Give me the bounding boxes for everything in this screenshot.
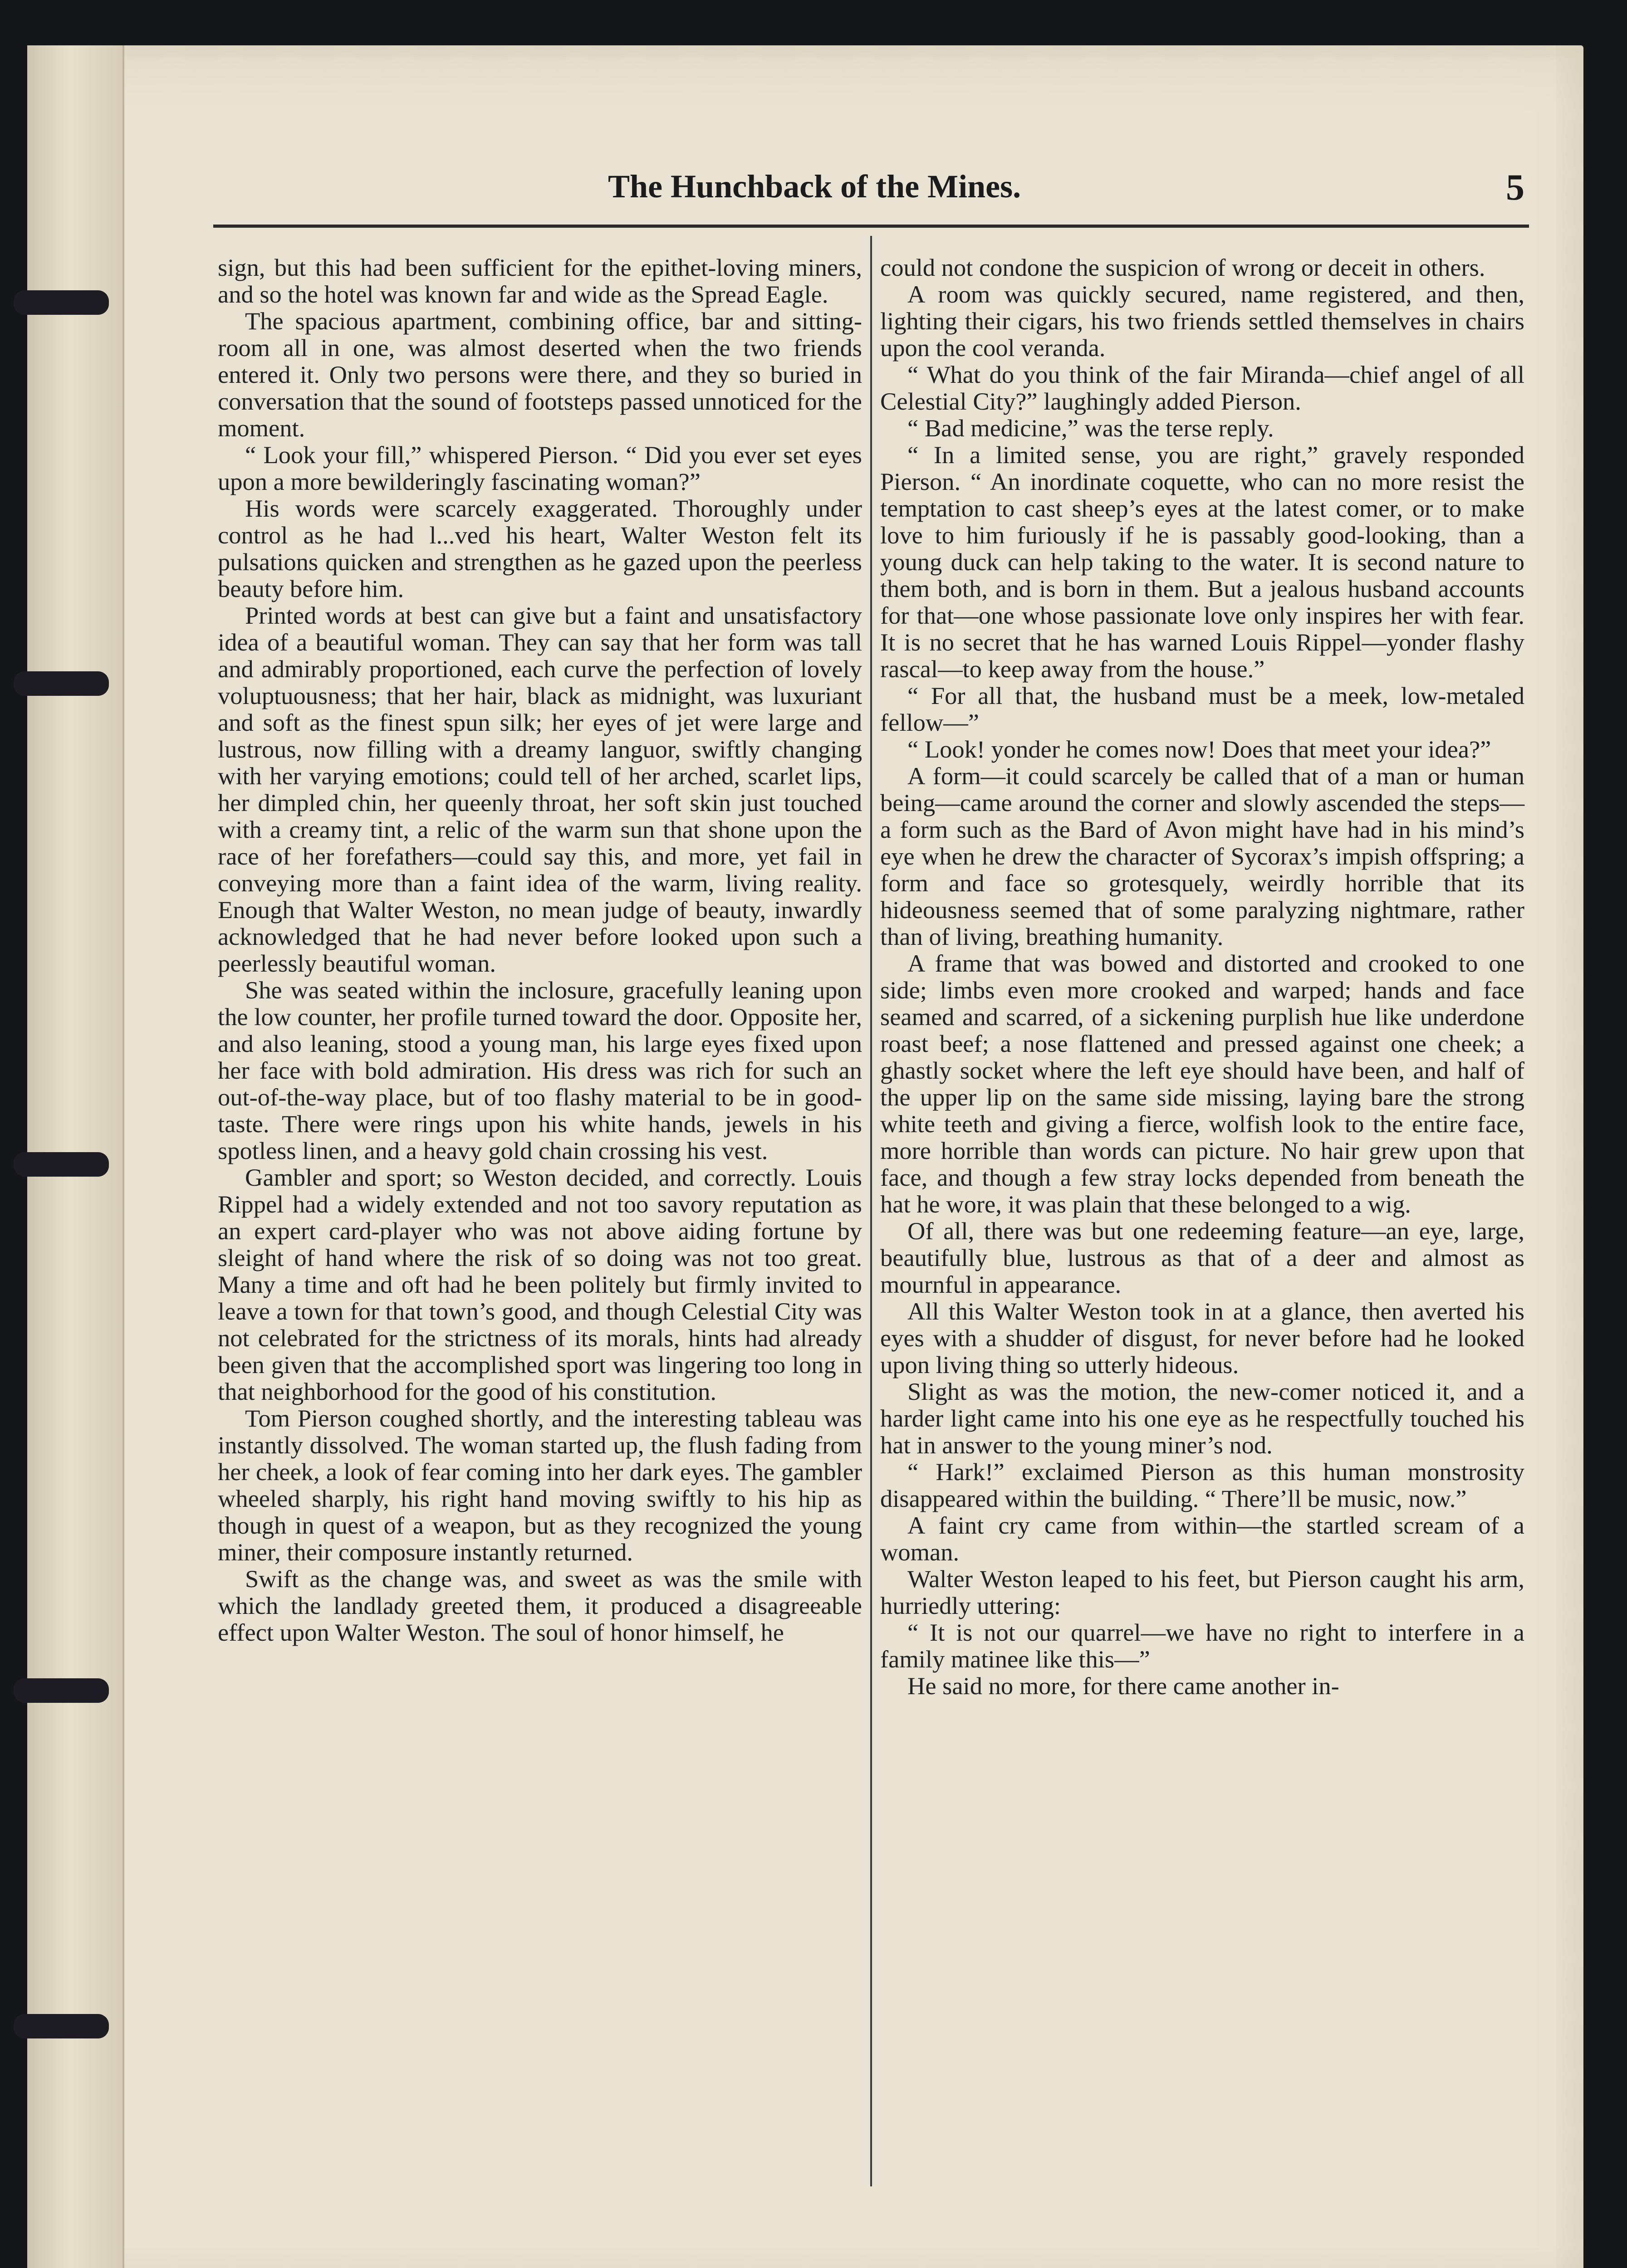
paragraph: A room was quickly secured, name registered, and then, lighting their cigars, his two friends settled themselves in chairs upon the cool veranda.: [880, 280, 1524, 362]
paragraph: could not condone the suspicion of wrong or deceit in others.: [880, 254, 1485, 281]
page-number: 5: [1506, 166, 1524, 208]
binding-stitch: [14, 2014, 109, 2038]
paragraph: “ For all that, the husband must be a meek, low-metaled fellow—”: [880, 682, 1524, 736]
paragraph: “ In a limited sense, you are right,” gravely responded Pierson. “ An inordinate coquette, who can no more resist the temptation to cast sheep’s eyes at the latest comer, or to make love to him furiously if he is passably good-looking, than a young duck can help taking to the water. It is second nature to them both, and is born in them. But a jealous husband accounts for that—one whose passionate love only inspires her with fear. It is no secret that he has warned Louis Rippel—yonder flashy rascal—to keep away from the house.”: [880, 441, 1524, 683]
paragraph: Slight as was the motion, the new-comer noticed it, and a harder light came into his one eye as he respectfully touched his hat in answer to the young miner’s nod.: [880, 1378, 1524, 1459]
paragraph: “ Look your fill,” whispered Pierson. “ Did you ever set eyes upon a more bewilderingly fascinating woman?”: [218, 441, 862, 495]
paragraph: All this Walter Weston took in at a glance, then averted his eyes with a shudder of disgust, for never before had he looked upon living thing so utterly hideous.: [880, 1297, 1524, 1378]
header-rule: [213, 225, 1529, 228]
paragraph: Walter Weston leaped to his feet, but Pierson caught his arm, hurriedly uttering:: [880, 1565, 1524, 1619]
binding-stitch: [14, 1152, 109, 1177]
paragraph: A faint cry came from within—the startled scream of a woman.: [880, 1511, 1524, 1566]
running-title: The Hunchback of the Mines.: [608, 168, 1021, 205]
paragraph: A frame that was bowed and distorted and crooked to one side; limbs even more crooked and warped; hands and face seamed and scarred, of a sickening purplish hue like underdone roast beef; a nose flattened and pressed against one cheek; a ghastly socket where the left eye should have been, and half of the upper lip on the same side missing, laying bare the strong white teeth and giving a fierce, wolfish look to the entire face, more horrible than words can picture. No hair grew upon that face, and though a few stray locks depended from beneath the hat he wore, it was plain that these belonged to a wig.: [880, 949, 1524, 1218]
paragraph: “ Hark!” exclaimed Pierson as this human monstrosity disappeared within the building. “ There’ll be music, now.”: [880, 1458, 1524, 1512]
paragraph: sign, but this had been sufficient for the epithet-loving miners, and so the hotel was known far and wide as the Spread Eagle.: [218, 254, 862, 308]
left-column: [218, 254, 862, 1646]
paragraph: “ It is not our quarrel—we have no right to interfere in a family matinee like this—”: [880, 1618, 1524, 1673]
binding-stitch: [14, 290, 109, 315]
paragraph: A form—it could scarcely be called that of a man or human being—came around the corner and slowly ascended the steps—a form such as the Bard of Avon might have had in his mind’s eye when he drew the character of Sycorax’s impish offspring; a form and face so grotesquely, weirdly horrible that its hideousness seemed that of some paralyzing nightmare, rather than of living, breathing humanity.: [880, 762, 1524, 950]
paragraph: His words were scarcely exaggerated. Thoroughly under control as he had l...ved his heart, Walter Weston felt its pulsations quicken and strengthen as he gazed upon the peerless beauty before him.: [218, 494, 862, 602]
paragraph: Gambler and sport; so Weston decided, and correctly. Louis Rippel had a widely extended and not too savory reputation as an expert card-player who was not above aiding fortune by sleight of hand where the risk of so doing was not too great. Many a time and oft had he been politely but firmly invited to leave a town for that town’s good, and though Celestial City was not celebrated for the strictness of its morals, hints had already been given that the accomplished sport was lingering too long in that neighborhood for the good of his constitution.: [218, 1163, 862, 1405]
right-column: [880, 254, 1524, 1699]
running-header: [200, 168, 1524, 218]
column-divider: [870, 236, 872, 2186]
binding-stitch: [14, 1678, 109, 1703]
paragraph: Of all, there was but one redeeming feature—an eye, large, beautifully blue, lustrous as that of a deer and almost as mournful in appearance.: [880, 1217, 1524, 1298]
paragraph: She was seated within the inclosure, gracefully leaning upon the low counter, her profile turned toward the door. Opposite her, and also leaning, stood a young man, his large eyes fixed upon her face with bold admiration. His dress was rich for such an out-of-the-way place, but of too flashy material to be in good-taste. There were rings upon his white hands, jewels in his spotless linen, and a heavy gold chain crossing his vest.: [218, 976, 862, 1164]
paragraph: Tom Pierson coughed shortly, and the interesting tableau was instantly dissolved. The woman started up, the flush fading from her cheek, a look of fear coming into her dark eyes. The gambler wheeled sharply, his right hand moving swiftly to his hip as though in quest of a weapon, but as they recognized the young miner, their composure instantly returned.: [218, 1404, 862, 1566]
paragraph: He said no more, for there came another in-: [907, 1672, 1339, 1700]
paragraph: Printed words at best can give but a faint and unsatisfactory idea of a beautiful woman. They can say that her form was tall and admirably proportioned, each curve the perfection of lovely voluptuousness; that her hair, black as midnight, was luxuriant and soft as the finest spun silk; her eyes of jet were large and lustrous, now filling with a dreamy languor, swiftly changing with her varying emotions; could tell of her arched, scarlet lips, her dimpled chin, her queenly throat, her soft skin just touched with a creamy tint, a relic of the warm sun that shone upon the race of her forefathers—could say this, and more, yet fail in conveying more than a faint idea of the warm, living reality. Enough that Walter Weston, no mean judge of beauty, inwardly acknowledged that he had never before looked upon such a peerlessly beautiful woman.: [218, 601, 862, 977]
paragraph: The spacious apartment, combining office, bar and sitting-room all in one, was almost deserted when the two friends entered it. Only two persons were there, and they so buried in conversation that the sound of footsteps passed unnoticed for the moment.: [218, 307, 862, 442]
paragraph: “ What do you think of the fair Miranda—chief angel of all Celestial City?” laughingly added Pierson.: [880, 361, 1524, 415]
paragraph: Swift as the change was, and sweet as was the smile with which the landlady greeted them, it produced a disagreeable effect upon Walter Weston. The soul of honor himself, he: [218, 1565, 862, 1646]
paragraph: “ Bad medicine,” was the terse reply.: [907, 414, 1274, 442]
binding-stitch: [14, 671, 109, 696]
paragraph: “ Look! yonder he comes now! Does that meet your idea?”: [907, 735, 1491, 763]
